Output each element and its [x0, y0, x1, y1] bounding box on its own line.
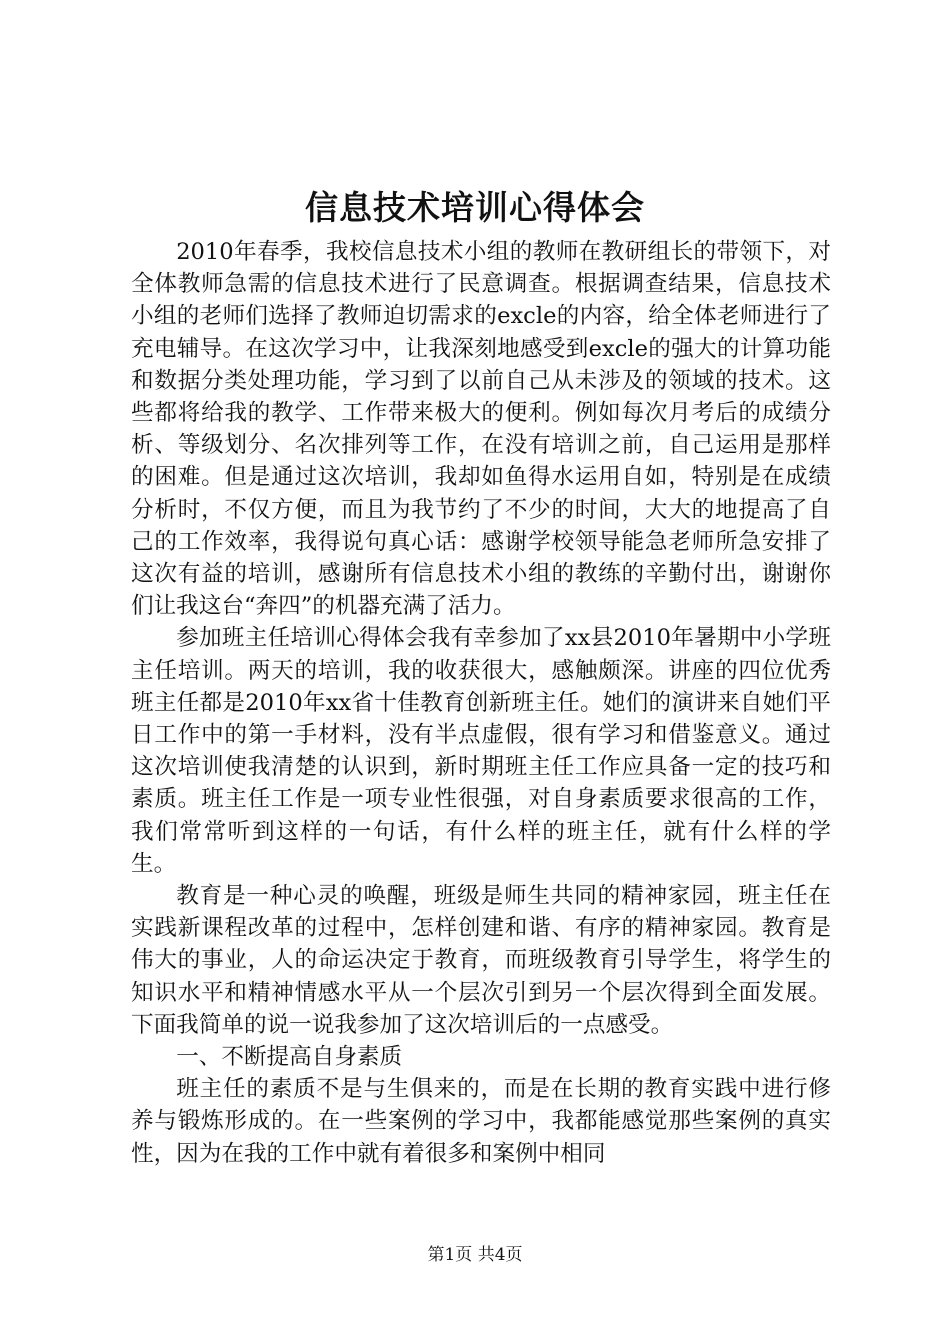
page-footer: 第1页 共4页: [427, 1245, 523, 1265]
document-title: 信息技术培训心得体会: [305, 188, 645, 227]
paragraph-1: 2010年春季，我校信息技术小组的教师在教研组长的带领下，对全体教师急需的信息技术进行了民意调查。根据调查结果，信息技术小组的老师们选择了教师迫切需求的excle的内容，给全体老师进行了充电辅导。在这次学习中，让我深刻地感受到excle的强大的计算功能和数据分类处理功能，学习到了以前自己从未涉及的领域的技术。这些都将给我的教学、工作带来极大的便利。例如每次月考后的成绩分析、等级划分、名次排列等工作，在没有培训之前，自己运用是那样的困难。但是通过这次培训，我却如鱼得水运用自如，特别是在成绩分析时，不仅方便，而且为我节约了不少的时间，大大的地提高了自己的工作效率，我得说句真心话：感谢学校领导能急老师所急安排了这次有益的培训，感谢所有信息技术小组的教练的辛勤付出，谢谢你们让我这台“奔四”的机器充满了活力。: [131, 239, 831, 620]
section-heading: 一、不断提高自身素质: [176, 1044, 403, 1071]
paragraph-4: 班主任的素质不是与生俱来的，而是在长期的教育实践中进行修养与锻炼形成的。在一些案例的学习中，我都能感觉那些案例的真实性，因为在我的工作中就有着很多和案例中相同: [131, 1076, 831, 1167]
paragraph-2: 参加班主任培训心得体会我有幸参加了xx县2010年暑期中小学班主任培训。两天的培训，我的收获很大，感触颇深。讲座的四位优秀班主任都是2010年xx省十佳教育创新班主任。她们的演讲来自她们平日工作中的第一手材料，没有半点虚假，很有学习和借鉴意义。通过这次培训使我清楚的认识到，新时期班主任工作应具备一定的技巧和素质。班主任工作是一项专业性很强，对自身素质要求很高的工作，我们常常听到这样的一句话，有什么样的班主任，就有什么样的学生。: [131, 625, 831, 877]
document-body: [131, 236, 831, 1170]
paragraph-3: 教育是一种心灵的唤醒，班级是师生共同的精神家园，班主任在实践新课程改革的过程中，怎样创建和谐、有序的精神家园。教育是伟大的事业，人的命运决定于教育，而班级教育引导学生，将学生的知识水平和精神情感水平从一个层次引到另一个层次得到全面发展。下面我简单的说一说我参加了这次培训后的一点感受。: [131, 883, 831, 1038]
